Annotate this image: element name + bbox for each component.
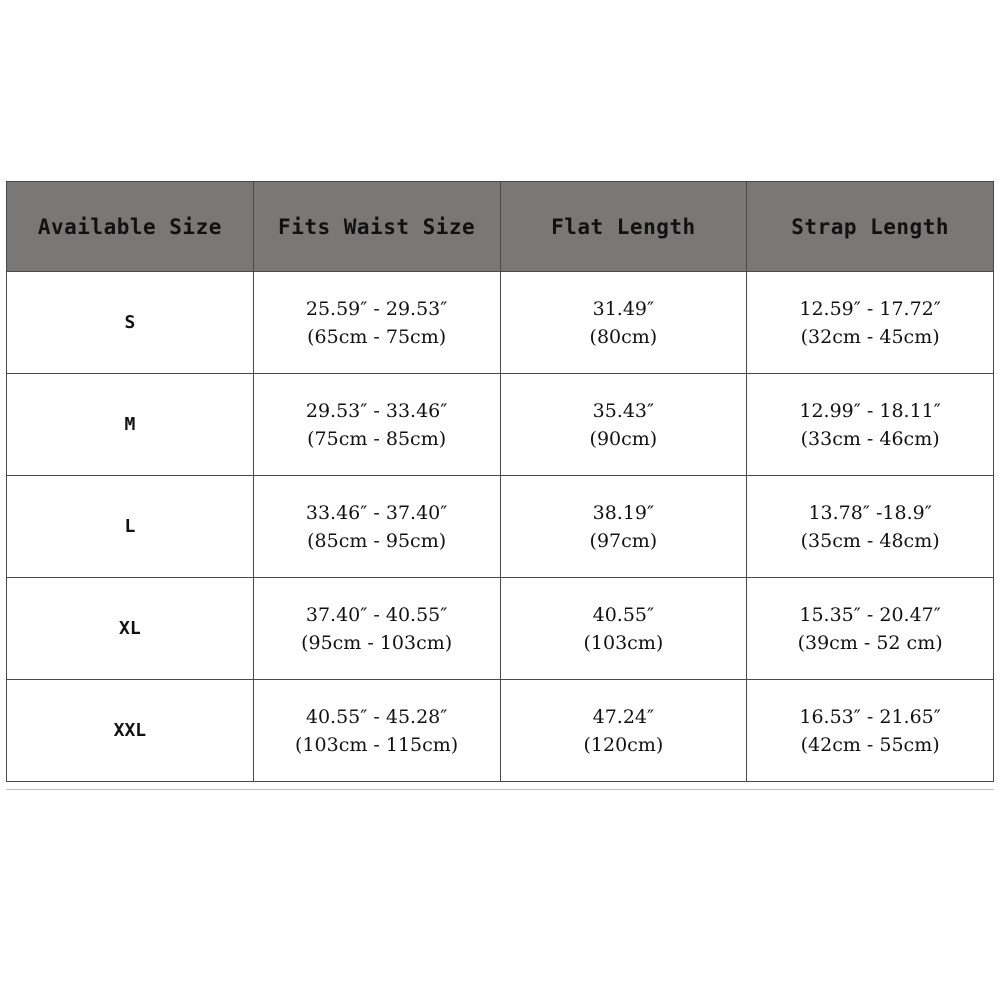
strap-length-inches: 12.59″ - 17.72″ [799, 297, 941, 320]
strap-length-inches: 16.53″ - 21.65″ [799, 705, 941, 728]
waist-cm: (75cm - 85cm) [307, 427, 447, 450]
size-cell: M [7, 374, 254, 476]
flat-length-cm: (80cm) [589, 325, 658, 348]
flat-length-inches: 31.49″ [592, 297, 655, 320]
strap-length-inches: 13.78″ -18.9″ [808, 501, 932, 524]
waist-inches: 29.53″ - 33.46″ [305, 399, 448, 422]
strap-length-cell [747, 680, 994, 782]
strap-length-inches: 12.99″ - 18.11″ [799, 399, 941, 422]
table-row [7, 272, 994, 374]
flat-length-cm: (120cm) [583, 733, 664, 756]
flat-length-cm: (103cm) [583, 631, 664, 654]
waist-cm: (85cm - 95cm) [307, 529, 447, 552]
waist-cell [253, 272, 500, 374]
strap-length-cm: (32cm - 45cm) [800, 325, 940, 348]
header-fits-waist-size: Fits Waist Size [253, 182, 500, 272]
flat-length-cm: (90cm) [589, 427, 658, 450]
strap-length-cm: (33cm - 46cm) [800, 427, 940, 450]
flat-length-inches: 38.19″ [592, 501, 655, 524]
strap-length-cell [747, 272, 994, 374]
size-cell: S [7, 272, 254, 374]
flat-length-inches: 47.24″ [592, 705, 655, 728]
flat-length-inches: 40.55″ [592, 603, 655, 626]
table-row [7, 374, 994, 476]
waist-inches: 40.55″ - 45.28″ [305, 705, 448, 728]
flat-length-cell [500, 680, 747, 782]
size-cell: XL [7, 578, 254, 680]
size-chart-table [6, 181, 994, 782]
size-cell: L [7, 476, 254, 578]
table-bottom-divider [6, 789, 994, 790]
waist-cell [253, 578, 500, 680]
flat-length-cell [500, 476, 747, 578]
waist-inches: 33.46″ - 37.40″ [305, 501, 448, 524]
waist-cm: (103cm - 115cm) [295, 733, 459, 756]
waist-cell [253, 680, 500, 782]
strap-length-cell [747, 476, 994, 578]
table-row [7, 476, 994, 578]
table-body [7, 272, 994, 782]
flat-length-cm: (97cm) [589, 529, 658, 552]
strap-length-cm: (42cm - 55cm) [800, 733, 940, 756]
table-row [7, 680, 994, 782]
waist-cell [253, 476, 500, 578]
flat-length-cell [500, 272, 747, 374]
strap-length-inches: 15.35″ - 20.47″ [799, 603, 941, 626]
table-header [7, 182, 994, 272]
size-cell: XXL [7, 680, 254, 782]
flat-length-cell [500, 374, 747, 476]
flat-length-inches: 35.43″ [592, 399, 655, 422]
table-row [7, 578, 994, 680]
header-available-size: Available Size [7, 182, 254, 272]
waist-cell [253, 374, 500, 476]
header-row [7, 182, 994, 272]
waist-inches: 25.59″ - 29.53″ [305, 297, 448, 320]
strap-length-cell [747, 578, 994, 680]
waist-cm: (95cm - 103cm) [301, 631, 453, 654]
strap-length-cm: (39cm - 52 cm) [797, 631, 943, 654]
flat-length-cell [500, 578, 747, 680]
strap-length-cell [747, 374, 994, 476]
waist-inches: 37.40″ - 40.55″ [305, 603, 448, 626]
header-strap-length: Strap Length [747, 182, 994, 272]
header-flat-length: Flat Length [500, 182, 747, 272]
waist-cm: (65cm - 75cm) [307, 325, 447, 348]
strap-length-cm: (35cm - 48cm) [800, 529, 940, 552]
